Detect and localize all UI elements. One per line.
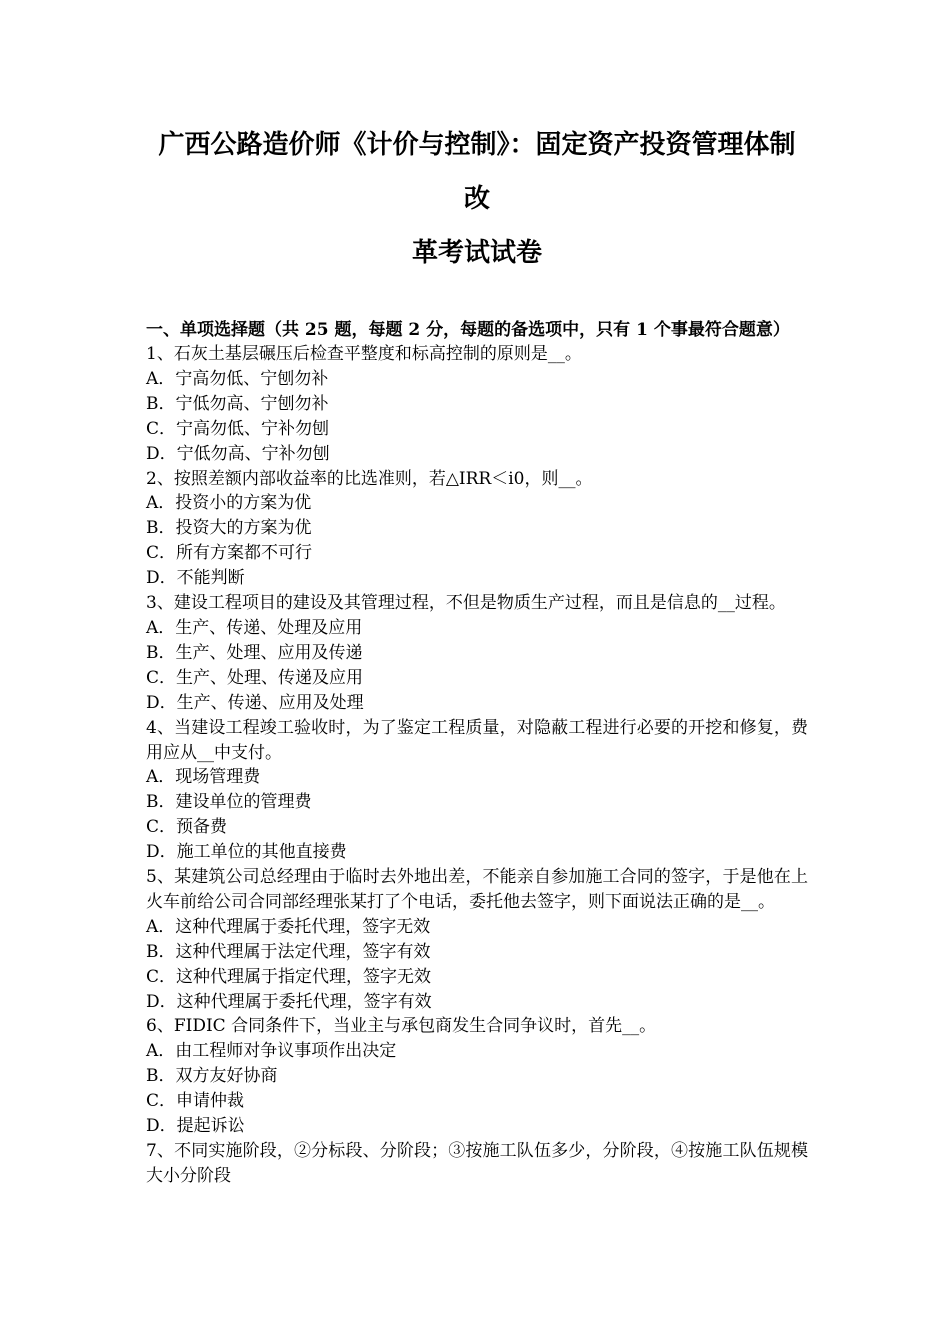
question-1 [146, 342, 808, 467]
title-line-1: 广西公路造价师《计价与控制》：固定资产投资管理体制改 [158, 130, 796, 214]
option-d: D．这种代理属于委托代理，签字有效 [146, 991, 432, 1012]
option-d: D．施工单位的其他直接费 [146, 842, 347, 863]
question-2 [146, 467, 808, 592]
section-heading: 一、单项选择题（共 25 题，每题 2 分，每题的备选项中，只有 1 个事最符合题意） [146, 320, 790, 340]
option-a: A．生产、传递、处理及应用 [146, 617, 363, 638]
option-d: D．宁低勿高、宁补勿刨 [146, 443, 330, 464]
option-b: B．投资大的方案为优 [146, 518, 312, 539]
question-4 [146, 716, 808, 865]
option-d: D．不能判断 [146, 568, 245, 589]
option-a: A．现场管理费 [146, 767, 261, 788]
option-c: C．申请仲裁 [146, 1091, 245, 1112]
option-b: B．宁低勿高、宁刨勿补 [146, 393, 329, 414]
document-title [146, 118, 808, 280]
option-a: A．投资小的方案为优 [146, 493, 312, 514]
option-a: A．宁高勿低、宁刨勿补 [146, 368, 329, 389]
option-d: D．提起诉讼 [146, 1116, 245, 1137]
option-b: B．建设单位的管理费 [146, 792, 312, 813]
option-a: A．由工程师对争议事项作出决定 [146, 1041, 397, 1062]
question-list [146, 342, 808, 1189]
question-3 [146, 591, 808, 716]
title-line-2: 革考试试卷 [411, 238, 542, 268]
option-b: B．双方友好协商 [146, 1066, 278, 1087]
option-b: B．生产、处理、应用及传递 [146, 642, 363, 663]
question-6 [146, 1014, 808, 1139]
question-stem: 2、按照差额内部收益率的比选准则，若△IRR＜i0，则__。 [146, 468, 593, 489]
question-stem: 4、当建设工程竣工验收时，为了鉴定工程质量，对隐蔽工程进行必要的开挖和修复，费用应从__中支付。 [146, 717, 808, 763]
option-c: C．宁高勿低、宁补勿刨 [146, 418, 330, 439]
option-c: C．生产、处理、传递及应用 [146, 667, 364, 688]
option-c: C．预备费 [146, 817, 228, 838]
question-stem: 6、FIDIC 合同条件下，当业主与承包商发生合同争议时，首先__。 [146, 1016, 657, 1037]
option-c: C．这种代理属于指定代理，签字无效 [146, 966, 432, 987]
question-stem: 3、建设工程项目的建设及其管理过程，不但是物质生产过程，而且是信息的__过程。 [146, 593, 786, 614]
question-stem: 1、石灰土基层碾压后检查平整度和标高控制的原则是__。 [146, 344, 582, 364]
question-stem: 5、某建筑公司总经理由于临时去外地出差，不能亲自参加施工合同的签字，于是他在上火车前给公司合同部经理张某打了个电话，委托他去签字，则下面说法正确的是__。 [146, 867, 808, 912]
question-stem: 7、不同实施阶段，②分标段、分阶段；③按施工队伍多少，分阶段，④按施工队伍规模大小分阶段 [146, 1141, 808, 1186]
option-d: D．生产、传递、应用及处理 [146, 692, 364, 713]
option-b: B．这种代理属于法定代理，签字有效 [146, 941, 431, 962]
question-5 [146, 865, 808, 1014]
option-c: C．所有方案都不可行 [146, 543, 313, 564]
question-7 [146, 1139, 808, 1189]
option-a: A．这种代理属于委托代理，签字无效 [146, 916, 431, 937]
